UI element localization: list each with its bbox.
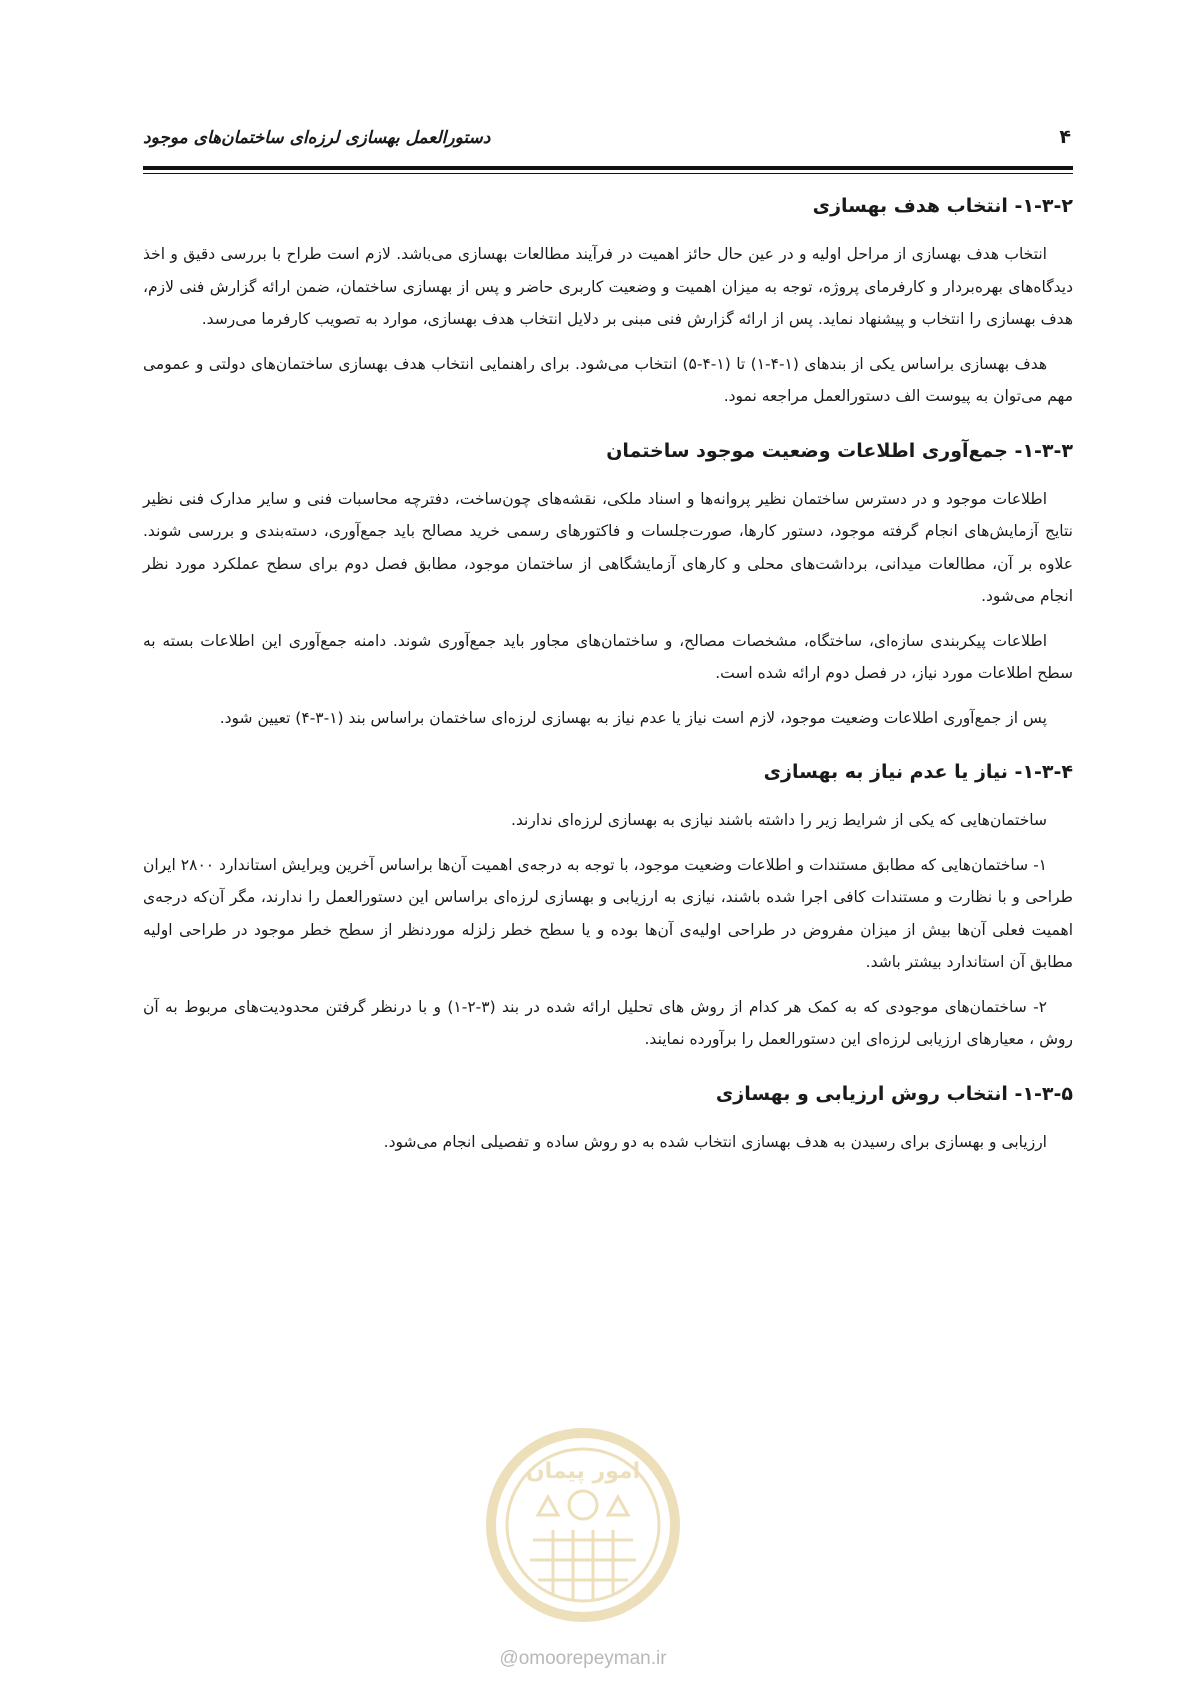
watermark-url: @omoorepeyman.ir: [499, 1648, 667, 1669]
section-heading: ۱-۳-۵- انتخاب روش ارزیابی و بهسازی: [715, 1082, 1073, 1105]
section-heading: ۱-۳-۴- نیاز یا عدم نیاز به بهسازی: [763, 761, 1073, 783]
section-select-method: [143, 1076, 1073, 1159]
page-content: [143, 188, 1073, 1170]
page-number: ۴: [1059, 126, 1071, 148]
paragraph: هدف بهسازی براساس یکی از بندهای (۱-۴-۱) تا (۱-۴-۵) انتخاب می‌شود. برای راهنمایی انتخاب هدف بهسازی ساختمان‌های دولتی و عمومی مهم می‌توان به پیوست الف دستورالعمل مراجعه نمود.: [143, 354, 1073, 405]
header-rule-thin: [143, 173, 1073, 174]
paragraph: اطلاعات پیکربندی سازه‌ای، ساختگاه، مشخصات مصالح، و ساختمان‌های مجاور باید جمع‌آوری شوند. دامنه جمع‌آوری این اطلاعات بسته به سطح اطلاعات مورد نیاز، در فصل دوم ارائه شده است.: [143, 631, 1073, 682]
header-rule-thick: [143, 166, 1073, 170]
section-heading: ۱-۳-۲- انتخاب هدف بهسازی: [812, 195, 1073, 217]
paragraph: ارزیابی و بهسازی برای رسیدن به هدف بهسازی انتخاب شده به دو روش ساده و تفصیلی انجام می‌شود.: [383, 1132, 1047, 1151]
watermark-url-text: omoorepeyman.ir: [518, 1648, 667, 1669]
section-select-objective: [143, 188, 1073, 413]
paragraph: ساختمان‌هایی که یکی از شرایط زیر را داشته باشند نیازی به بهسازی لرزه‌ای ندارند.: [510, 811, 1047, 829]
paragraph: پس از جمع‌آوری اطلاعات وضعیت موجود، لازم است نیاز یا عدم نیاز به بهسازی لرزه‌ای ساختمان براساس بند (۱-۳-۴) تعیین شود.: [219, 708, 1047, 727]
watermark-seal-icon: [478, 1420, 688, 1660]
paragraph: اطلاعات موجود و در دسترس ساختمان نظیر پروانه‌ها و اسناد ملکی، نقشه‌های چون‌ساخت، دفترچه محاسبات فنی و سایر مدارک فنی نظیر نتایج آزمایش‌های انجام گرفته موجود، دستور کارها، صورت‌جلسات و فاکتورهای رسمی خرید مصالح باید جمع‌آوری، دسته‌بندی و بررسی شوند. علاوه بر آن، مطالعات میدانی، برداشت‌های محلی و کارهای آزمایشگاهی از ساختمان موجود، مطابق فصل دوم برای سطح عملکرد مورد نظر انجام می‌شود.: [143, 489, 1073, 605]
paragraph: انتخاب هدف بهسازی از مراحل اولیه و در عین حال حائز اهمیت در فرآیند مطالعات بهسازی می‌باشد. لازم است طراح با بررسی دقیق و اخذ دیدگاه‌های بهره‌بردار و کارفرمای پروژه، توجه به میزان اهمیت و وضعیت کاربری حاضر و پس از بهسازی ساختمان، ضمن ارائه گزارش فنی لازم، هدف بهسازی را انتخاب و پیشنهاد نماید. پس از ارائه گزارش فنی مبنی بر دلایل انتخاب هدف بهسازی، موارد به تصویب کارفرما می‌رسد.: [143, 245, 1073, 328]
running-title: دستورالعمل بهسازی لرزه‌ای ساختمان‌های موجود: [143, 128, 491, 148]
section-need-for-retrofit: [143, 754, 1073, 1056]
paragraph: ۲- ساختمان‌های موجودی که به کمک هر کدام از روش های تحلیل ارائه شده در بند (۳-۲-۱) و با درنظر گرفتن محدودیت‌های مربوط به آن روش ، معیارهای ارزیابی لرزه‌ای این دستورالعمل را برآورده نمایند.: [143, 997, 1073, 1048]
page-header: [143, 126, 1073, 154]
watermark-seal-text: امور پیمان: [525, 1459, 641, 1484]
paragraph: ۱- ساختمان‌هایی که مطابق مستندات و اطلاعات وضعیت موجود، با توجه به درجه‌ی اهمیت آن‌ها براساس آخرین ویرایش استاندارد ۲۸۰۰ ایران طراحی و با نظارت و مستندات کافی اجرا شده باشند، نیازی به ارزیابی و بهسازی لرزه‌ای براساس این دستورالعمل را ندارند، مگر آن‌که درجه‌ی اهمیت فعلی آن‌ها بیش از میزان مفروض در طراحی اولیه‌ی آن‌ها بوده و یا سطح خطر زلزله موردنظر از سطح خطر موجود در طراحی اولیه مطابق آن استاندارد بیشتر باشد.: [143, 855, 1073, 971]
section-heading: ۱-۳-۳- جمع‌آوری اطلاعات وضعیت موجود ساختمان: [606, 439, 1073, 462]
section-collect-information: [143, 433, 1073, 735]
